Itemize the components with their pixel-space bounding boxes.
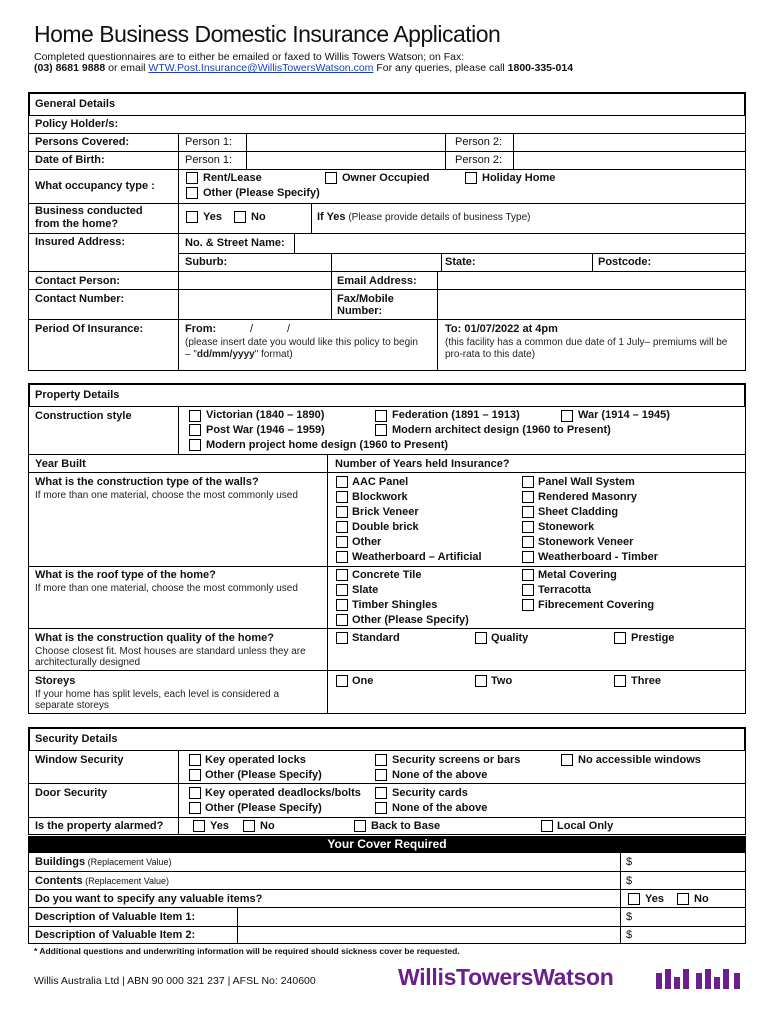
person1-label: Person 1: xyxy=(185,136,233,148)
walls-left-label-1: Blockwork xyxy=(352,491,408,503)
door-security-label: Door Security xyxy=(35,787,108,799)
if-yes-rest: (Please provide details of business Type) xyxy=(345,212,531,223)
walls-left-checkbox-2[interactable] xyxy=(336,506,348,518)
roof-left-checkbox-2[interactable] xyxy=(336,599,348,611)
style-war-label: War (1914 – 1945) xyxy=(578,409,670,421)
footnote: * Additional questions and underwriting information will be required should sickness cover be requested. xyxy=(34,946,460,956)
general-details-title: General Details xyxy=(35,98,116,110)
contents-dollar: $ xyxy=(626,875,633,887)
suburb-label: Suburb: xyxy=(185,256,228,268)
walls-left-checkbox-3[interactable] xyxy=(336,521,348,533)
alarmed-label: Is the property alarmed? xyxy=(35,820,164,832)
roof-left-checkbox-0[interactable] xyxy=(336,569,348,581)
security-details-title: Security Details xyxy=(35,733,118,745)
roof-left-label-3: Other (Please Specify) xyxy=(352,614,469,626)
roof-question: What is the roof type of the home? xyxy=(35,569,216,581)
occupancy-label: What occupancy type : xyxy=(35,180,155,192)
walls-left-checkbox-1[interactable] xyxy=(336,491,348,503)
contact-person-label: Contact Person: xyxy=(35,275,120,287)
state-label: State: xyxy=(445,256,476,268)
from-note-2a: – " xyxy=(185,349,197,360)
valuables-no-checkbox[interactable] xyxy=(677,893,689,905)
window-key-locks-checkbox[interactable] xyxy=(189,754,201,766)
from-slash-1: / xyxy=(250,323,254,335)
email-address-label: Email Address: xyxy=(337,275,417,287)
intro-line-2 xyxy=(34,62,573,74)
quality-note-2: architecturally designed xyxy=(35,657,141,668)
door-deadlocks-checkbox[interactable] xyxy=(189,787,201,799)
walls-left-label-3: Double brick xyxy=(352,521,419,533)
quality-note-1: Choose closest fit. Most houses are standard unless they are xyxy=(35,646,306,657)
year-built-label: Year Built xyxy=(35,458,86,470)
from-label: From: xyxy=(185,323,217,335)
buildings-row xyxy=(35,856,171,869)
valuable-item-1-dollar: $ xyxy=(626,911,633,923)
construction-style-label: Construction style xyxy=(35,410,132,422)
from-note-2 xyxy=(185,349,293,361)
roof-right-label-2: Fibrecement Covering xyxy=(538,599,655,611)
style-postwar-checkbox[interactable] xyxy=(189,424,201,436)
postcode-label: Postcode: xyxy=(598,256,652,268)
walls-left-label-2: Brick Veneer xyxy=(352,506,419,518)
contact-number-label: Contact Number: xyxy=(35,293,125,305)
intro-line-1: Completed questionnaires are to either be emailed or faxed to Willis Towers Watson; on Fax: xyxy=(34,51,465,63)
if-yes-bold: If Yes xyxy=(317,211,346,223)
walls-left-checkbox-5[interactable] xyxy=(336,551,348,563)
storeys-note-2: separate storeys xyxy=(35,700,109,711)
walls-right-label-4: Stonework Veneer xyxy=(538,536,634,548)
dob-person2-label: Person 2: xyxy=(455,154,503,166)
walls-right-checkbox-2[interactable] xyxy=(522,506,534,518)
window-key-locks-label: Key operated locks xyxy=(205,754,306,766)
occupancy-holiday-label: Holiday Home xyxy=(482,172,556,184)
door-none-checkbox[interactable] xyxy=(375,802,387,814)
door-other-label: Other (Please Specify) xyxy=(205,802,322,814)
door-none-label: None of the above xyxy=(392,802,488,814)
occupancy-other-label: Other (Please Specify) xyxy=(203,187,320,199)
intro-after: For any queries, please call xyxy=(373,62,508,74)
style-war-checkbox[interactable] xyxy=(561,410,573,422)
walls-left-checkbox-4[interactable] xyxy=(336,536,348,548)
door-cards-checkbox[interactable] xyxy=(375,787,387,799)
walls-left-label-0: AAC Panel xyxy=(352,476,409,488)
storeys-one-checkbox[interactable] xyxy=(336,675,348,687)
roof-right-checkbox-1[interactable] xyxy=(522,584,534,596)
property-details-title: Property Details xyxy=(35,389,120,401)
business-yes-label: Yes xyxy=(203,211,222,223)
walls-right-label-1: Rendered Masonry xyxy=(538,491,638,503)
buildings-label: Buildings xyxy=(35,856,86,868)
style-victorian-checkbox[interactable] xyxy=(189,410,201,422)
quality-quality-checkbox[interactable] xyxy=(475,632,487,644)
alarm-yes-label: Yes xyxy=(210,820,229,832)
occupancy-rent-label: Rent/Lease xyxy=(203,172,262,184)
fax-mobile-label-2: Number: xyxy=(337,305,383,317)
buildings-dollar: $ xyxy=(626,856,633,868)
general-details-header xyxy=(28,92,746,116)
roof-right-label-0: Metal Covering xyxy=(538,569,617,581)
window-no-access-label: No accessible windows xyxy=(578,754,701,766)
contents-label: Contents xyxy=(35,875,83,887)
valuables-question: Do you want to specify any valuable items? xyxy=(35,893,263,905)
storeys-two-checkbox[interactable] xyxy=(475,675,487,687)
roof-left-label-0: Concrete Tile xyxy=(352,569,422,581)
to-note-2: pro-rata to this date) xyxy=(445,349,536,360)
quality-standard-label: Standard xyxy=(352,632,400,644)
valuable-item-2-label: Description of Valuable Item 2: xyxy=(35,929,196,941)
policy-holders-label: Policy Holder/s: xyxy=(35,118,119,130)
roof-note: If more than one material, choose the most commonly used xyxy=(35,583,298,594)
valuables-yes-label: Yes xyxy=(645,893,664,905)
window-none-checkbox[interactable] xyxy=(375,769,387,781)
walls-right-checkbox-1[interactable] xyxy=(522,491,534,503)
quality-prestige-label: Prestige xyxy=(631,632,675,644)
style-federation-label: Federation (1891 – 1913) xyxy=(392,409,520,421)
walls-left-label-4: Other xyxy=(352,536,382,548)
business-label-2: from the home? xyxy=(35,218,119,230)
brand-mark-icon xyxy=(656,969,746,989)
style-modern-project-checkbox[interactable] xyxy=(189,439,201,451)
door-deadlocks-label: Key operated deadlocks/bolts xyxy=(205,787,361,799)
alarm-local-only-label: Local Only xyxy=(557,820,614,832)
window-other-label: Other (Please Specify) xyxy=(205,769,322,781)
business-label-1: Business conducted xyxy=(35,205,143,217)
roof-left-checkbox-3[interactable] xyxy=(336,614,348,626)
storeys-two-label: Two xyxy=(491,675,513,687)
walls-right-label-3: Stonework xyxy=(538,521,595,533)
occupancy-holiday-checkbox[interactable] xyxy=(465,172,477,184)
walls-right-checkbox-3[interactable] xyxy=(522,521,534,533)
period-label: Period Of Insurance: xyxy=(35,323,144,335)
storeys-three-checkbox[interactable] xyxy=(614,675,626,687)
to-date: To: 01/07/2022 at 4pm xyxy=(445,323,558,335)
alarm-yes-checkbox[interactable] xyxy=(193,820,205,832)
intro-mid: or email xyxy=(105,62,149,74)
company-logo: WillisTowersWatson xyxy=(398,964,614,990)
style-postwar-label: Post War (1946 – 1959) xyxy=(206,424,325,436)
security-details-header xyxy=(28,727,746,751)
walls-right-checkbox-5[interactable] xyxy=(522,551,534,563)
fax-mobile-label-1: Fax/Mobile xyxy=(337,293,394,305)
roof-left-checkbox-1[interactable] xyxy=(336,584,348,596)
walls-note: If more than one material, choose the most commonly used xyxy=(35,490,298,501)
dob-person1-label: Person 1: xyxy=(185,154,233,166)
from-note-1: (please insert date you would like this policy to begin xyxy=(185,337,418,348)
walls-left-checkbox-0[interactable] xyxy=(336,476,348,488)
roof-right-checkbox-2[interactable] xyxy=(522,599,534,611)
street-label: No. & Street Name: xyxy=(185,237,285,249)
window-screens-label: Security screens or bars xyxy=(392,754,521,766)
quality-standard-checkbox[interactable] xyxy=(336,632,348,644)
from-slash-2: / xyxy=(287,323,291,335)
walls-right-label-0: Panel Wall System xyxy=(538,476,635,488)
walls-right-checkbox-4[interactable] xyxy=(522,536,534,548)
storeys-one-label: One xyxy=(352,675,374,687)
years-held-label: Number of Years held Insurance? xyxy=(335,458,510,470)
walls-left-label-5: Weatherboard – Artificial xyxy=(352,551,482,563)
alarm-local-only-checkbox[interactable] xyxy=(541,820,553,832)
from-note-format: dd/mm/yyyy xyxy=(196,349,255,360)
style-modern-architect-label: Modern architect design (1960 to Present) xyxy=(392,424,611,436)
person2-label: Person 2: xyxy=(455,136,503,148)
valuables-yes-checkbox[interactable] xyxy=(628,893,640,905)
business-no-label: No xyxy=(251,211,266,223)
storeys-three-label: Three xyxy=(631,675,661,687)
walls-right-checkbox-0[interactable] xyxy=(522,476,534,488)
style-federation-checkbox[interactable] xyxy=(375,410,387,422)
occupancy-owner-checkbox[interactable] xyxy=(325,172,337,184)
style-victorian-label: Victorian (1840 – 1890) xyxy=(206,409,325,421)
valuables-no-label: No xyxy=(694,893,709,905)
cover-required-banner: Your Cover Required xyxy=(28,836,746,852)
roof-right-checkbox-0[interactable] xyxy=(522,569,534,581)
roof-right-label-1: Terracotta xyxy=(538,584,591,596)
window-security-label: Window Security xyxy=(35,754,124,766)
door-cards-label: Security cards xyxy=(392,787,468,799)
door-other-checkbox[interactable] xyxy=(189,802,201,814)
alarm-back-to-base-label: Back to Base xyxy=(371,820,441,832)
style-modern-project-label: Modern project home design (1960 to Present) xyxy=(206,439,449,451)
style-modern-architect-checkbox[interactable] xyxy=(375,424,387,436)
to-note-1: (this facility has a common due date of 1 July– premiums will be xyxy=(445,337,728,348)
window-no-access-checkbox[interactable] xyxy=(561,754,573,766)
business-yes-checkbox[interactable] xyxy=(186,211,198,223)
business-no-checkbox[interactable] xyxy=(234,211,246,223)
footer-company-info: Willis Australia Ltd | ABN 90 000 321 237 | AFSL No: 240600 xyxy=(34,975,316,987)
roof-left-label-2: Timber Shingles xyxy=(352,599,438,611)
alarm-back-to-base-checkbox[interactable] xyxy=(354,820,366,832)
alarm-no-label: No xyxy=(260,820,275,832)
quality-prestige-checkbox[interactable] xyxy=(614,632,626,644)
quality-question: What is the construction quality of the home? xyxy=(35,632,274,644)
storeys-label: Storeys xyxy=(35,675,76,687)
window-screens-checkbox[interactable] xyxy=(375,754,387,766)
occupancy-owner-label: Owner Occupied xyxy=(342,172,430,184)
email-link[interactable]: WTW.Post.Insurance@WillisTowersWatson.com xyxy=(148,62,374,74)
from-note-2c: " format) xyxy=(254,349,293,360)
quality-quality-label: Quality xyxy=(491,632,529,644)
contents-note: (Replacement Value) xyxy=(82,876,170,886)
valuable-item-2-dollar: $ xyxy=(626,929,633,941)
persons-covered-label: Persons Covered: xyxy=(35,136,130,148)
fax-number: (03) 8681 9888 xyxy=(34,62,106,74)
storeys-note-1: If your home has split levels, each level is considered a xyxy=(35,689,280,700)
occupancy-other-checkbox[interactable] xyxy=(186,187,198,199)
walls-question: What is the construction type of the walls? xyxy=(35,476,259,488)
business-type-prompt xyxy=(317,211,530,224)
roof-left-label-1: Slate xyxy=(352,584,379,596)
phone-number: 1800-335-014 xyxy=(507,62,574,74)
page-title: Home Business Domestic Insurance Application xyxy=(34,21,501,47)
dob-label: Date of Birth: xyxy=(35,154,105,166)
walls-right-label-5: Weatherboard - Timber xyxy=(538,551,659,563)
window-none-label: None of the above xyxy=(392,769,488,781)
contents-row xyxy=(35,875,169,888)
valuable-item-1-label: Description of Valuable Item 1: xyxy=(35,911,196,923)
alarm-no-checkbox[interactable] xyxy=(243,820,255,832)
walls-right-label-2: Sheet Cladding xyxy=(538,506,619,518)
window-other-checkbox[interactable] xyxy=(189,769,201,781)
occupancy-rent-checkbox[interactable] xyxy=(186,172,198,184)
insured-address-label: Insured Address: xyxy=(35,236,126,248)
buildings-note: (Replacement Value) xyxy=(85,857,172,867)
property-details-header xyxy=(28,383,746,407)
